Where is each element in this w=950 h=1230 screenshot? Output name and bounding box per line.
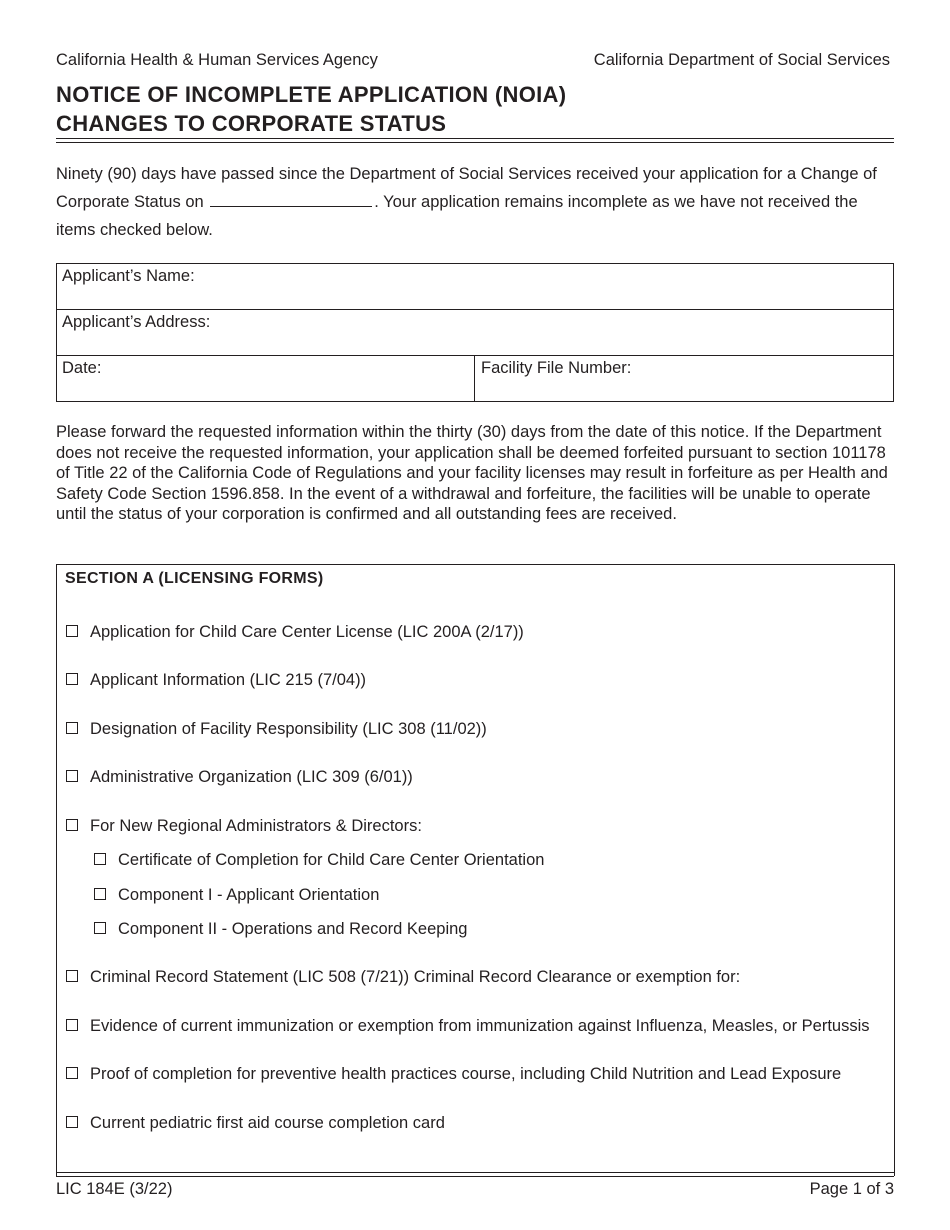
checkbox-icon[interactable] (66, 625, 78, 637)
title-divider-bottom (56, 142, 894, 143)
checklist-item (66, 671, 366, 690)
checklist-item-label: Evidence of current immunization or exemption from immunization against Influenza, Measles, or Pertussis (90, 1017, 870, 1035)
agency-header (56, 51, 890, 73)
agency-name: California Health & Human Services Agency (56, 51, 378, 69)
intro-text-after: . Your application remains incomplete as we have not received the items checked below. (56, 193, 858, 239)
table-divider (57, 355, 893, 356)
checkbox-icon[interactable] (94, 922, 106, 934)
footer-divider-top (56, 1172, 894, 1173)
checklist-subitem-label: Certificate of Completion for Child Care Center Orientation (118, 851, 545, 869)
checklist-subitem (94, 851, 544, 870)
checklist-item-label: Designation of Facility Responsibility (LIC 308 (11/02)) (90, 720, 487, 738)
checklist-item-label: Application for Child Care Center License (LIC 200A (2/17)) (90, 623, 524, 641)
form-number: LIC 184E (3/22) (56, 1180, 173, 1198)
table-column-divider (474, 355, 475, 401)
intro-text-before: Ninety (90) days have passed since the Department of Social Services received your application for a Change of Corporate Status on (56, 165, 877, 211)
checklist-item (66, 1017, 870, 1036)
page-title (56, 80, 566, 138)
checklist-item-label: Current pediatric first aid course completion card (90, 1114, 445, 1132)
checklist-item (66, 968, 740, 987)
checklist-item-label: For New Regional Administrators & Directors: (90, 817, 422, 835)
checkbox-icon[interactable] (66, 1067, 78, 1079)
checkbox-icon[interactable] (66, 819, 78, 831)
checklist-item-label: Applicant Information (LIC 215 (7/04)) (90, 671, 367, 689)
section-a-box (56, 564, 895, 1176)
section-a-header: SECTION A (LICENSING FORMS) (65, 570, 324, 587)
checklist-item-label: Criminal Record Statement (LIC 508 (7/21)) Criminal Record Clearance or exemption for: (90, 968, 741, 986)
checklist-subitem-label: Component I - Applicant Orientation (118, 886, 380, 904)
checkbox-icon[interactable] (94, 853, 106, 865)
checklist-item (66, 623, 524, 642)
checklist-subitem (94, 920, 467, 939)
checkbox-icon[interactable] (66, 1116, 78, 1128)
checklist-item (66, 817, 422, 836)
checklist-subitem (94, 886, 379, 905)
checklist-item (66, 768, 413, 787)
checkbox-icon[interactable] (66, 722, 78, 734)
applicant-info-table (56, 263, 894, 402)
checklist-item (66, 1114, 445, 1133)
checkbox-icon[interactable] (66, 1019, 78, 1031)
received-date-blank[interactable] (210, 189, 372, 207)
checklist-item-label: Administrative Organization (LIC 309 (6/01)) (90, 768, 413, 786)
title-line-1: NOTICE OF INCOMPLETE APPLICATION (NOIA) (56, 82, 567, 107)
checklist-item (66, 1065, 841, 1084)
checklist-item (66, 720, 487, 739)
date-field[interactable]: Date: (62, 359, 102, 377)
facility-file-number-field[interactable]: Facility File Number: (481, 359, 632, 377)
checkbox-icon[interactable] (66, 770, 78, 782)
table-divider (57, 309, 893, 310)
applicant-address-field[interactable]: Applicant’s Address: (62, 313, 211, 331)
department-name: California Department of Social Services (593, 51, 890, 69)
checkbox-icon[interactable] (66, 970, 78, 982)
notice-paragraph: Please forward the requested information within the thirty (30) days from the date of this notice. If the Department does not receive the requested information, your application shall be deemed forfeited pursuant to section 101178 of Title 22 of the California Code of Regulations and your facility licenses may result in forfeiture as per Health and Safety Code Section 1596.858. In the event of a withdrawal and forfeiture, the facilities will be unable to operate until the status of your corporation is confirmed and all outstanding fees are received. (56, 423, 888, 523)
checklist-subitem-label: Component II - Operations and Record Keeping (118, 920, 468, 938)
checklist-item-label: Proof of completion for preventive health practices course, including Child Nutrition and Lead Exposure (90, 1065, 842, 1083)
applicant-name-field[interactable]: Applicant’s Name: (62, 267, 195, 285)
page-number: Page 1 of 3 (809, 1180, 894, 1198)
title-divider-top (56, 138, 894, 139)
checkbox-icon[interactable] (66, 673, 78, 685)
checkbox-icon[interactable] (94, 888, 106, 900)
footer-divider-bottom (56, 1176, 894, 1177)
title-line-2: CHANGES TO CORPORATE STATUS (56, 111, 447, 136)
intro-paragraph (56, 160, 896, 244)
